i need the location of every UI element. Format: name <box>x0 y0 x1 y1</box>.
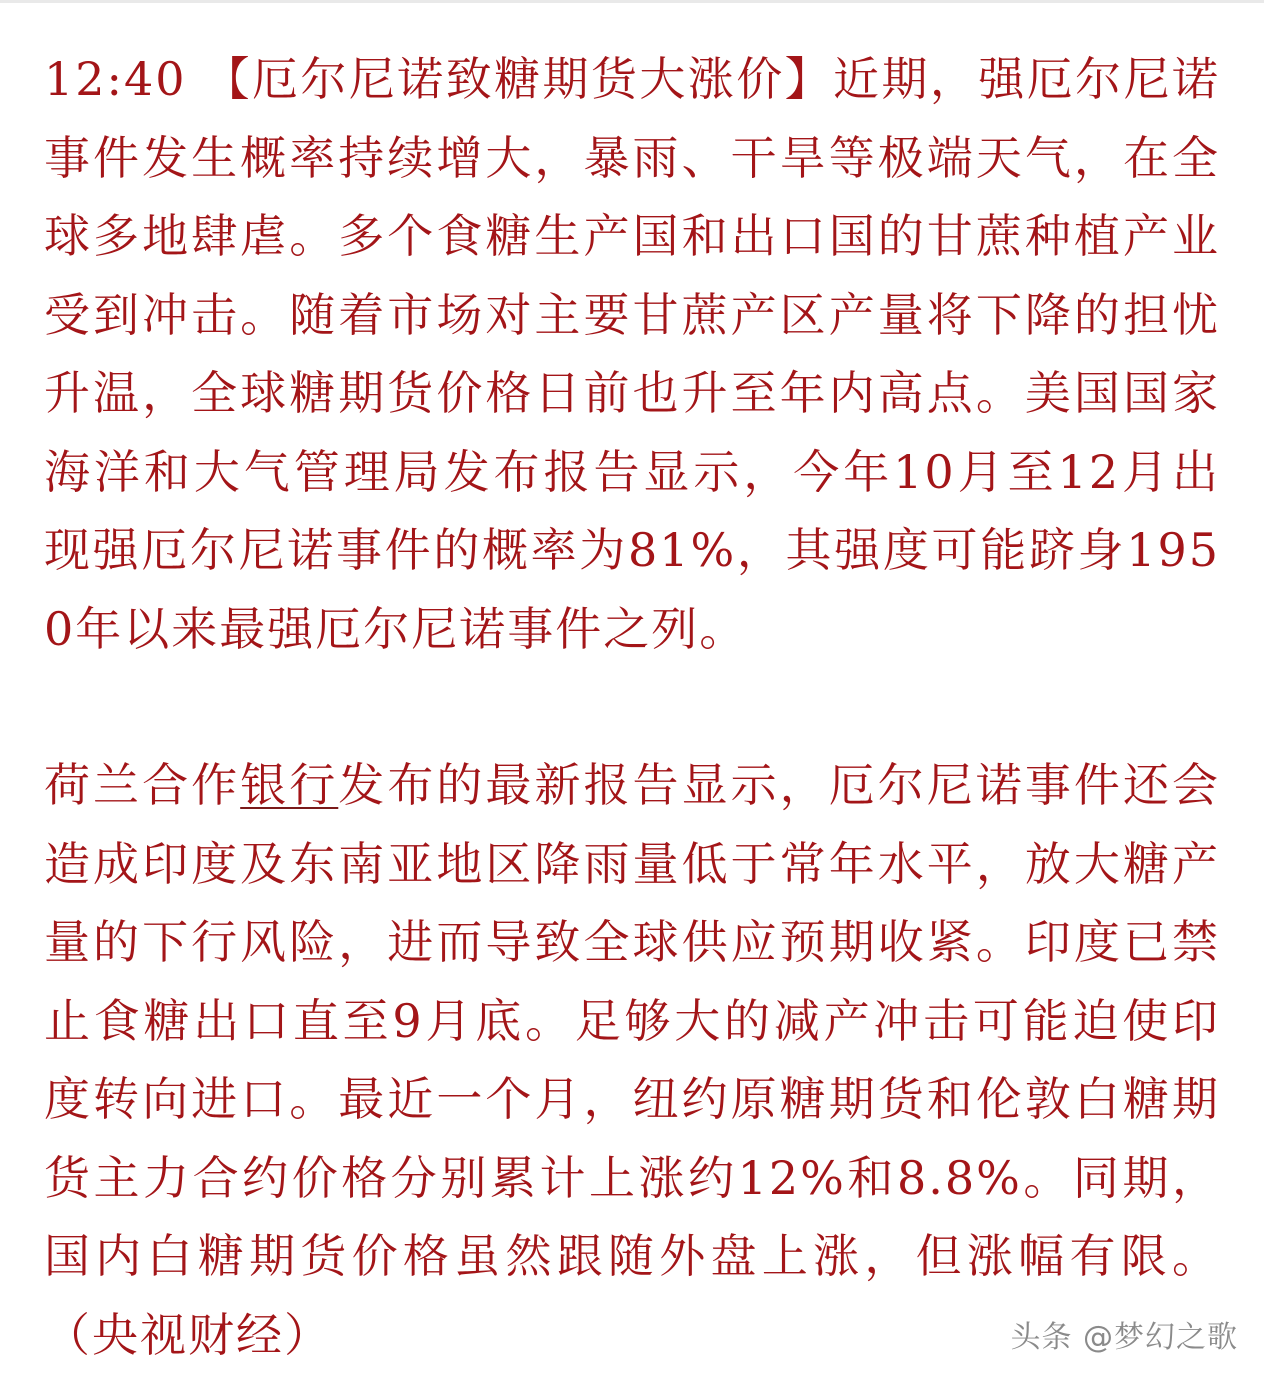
source-watermark: 头条 @梦幻之歌 <box>1010 1320 1238 1355</box>
paragraph-2-lead-text: 荷兰合作 <box>44 758 241 812</box>
news-paragraph-2 <box>44 746 1220 1374</box>
top-edge-divider <box>0 0 1264 3</box>
bank-keyword-link[interactable]: 银行 <box>240 758 339 812</box>
article-body <box>44 40 1220 1374</box>
paragraph-2-body-text: 发布的最新报告显示，厄尔尼诺事件还会造成印度及东南亚地区降雨量低于常年水平，放大糖产量的下行风险，进而导致全球供应预期收紧。印度已禁止食糖出口直至9月底。足够大的减产冲击可能迫使印度转向进口。最近一个月，纽约原糖期货和伦敦白糖期货主力合约价格分别累计上涨约12%和8.8%。同期，国内白糖期货价格虽然跟随外盘上涨，但涨幅有限。（央视财经） <box>44 758 1221 1362</box>
news-paragraph-1: 12:40 【厄尔尼诺致糖期货大涨价】近期，强厄尔尼诺事件发生概率持续增大，暴雨、干旱等极端天气，在全球多地肆虐。多个食糖生产国和出口国的甘蔗种植产业受到冲击。随着市场对主要甘蔗产区产量将下降的担忧升温，全球糖期货价格日前也升至年内高点。美国国家海洋和大气管理局发布报告显示，今年10月至12月出现强厄尔尼诺事件的概率为81%，其强度可能跻身1950年以来最强厄尔尼诺事件之列。 <box>44 52 1220 656</box>
